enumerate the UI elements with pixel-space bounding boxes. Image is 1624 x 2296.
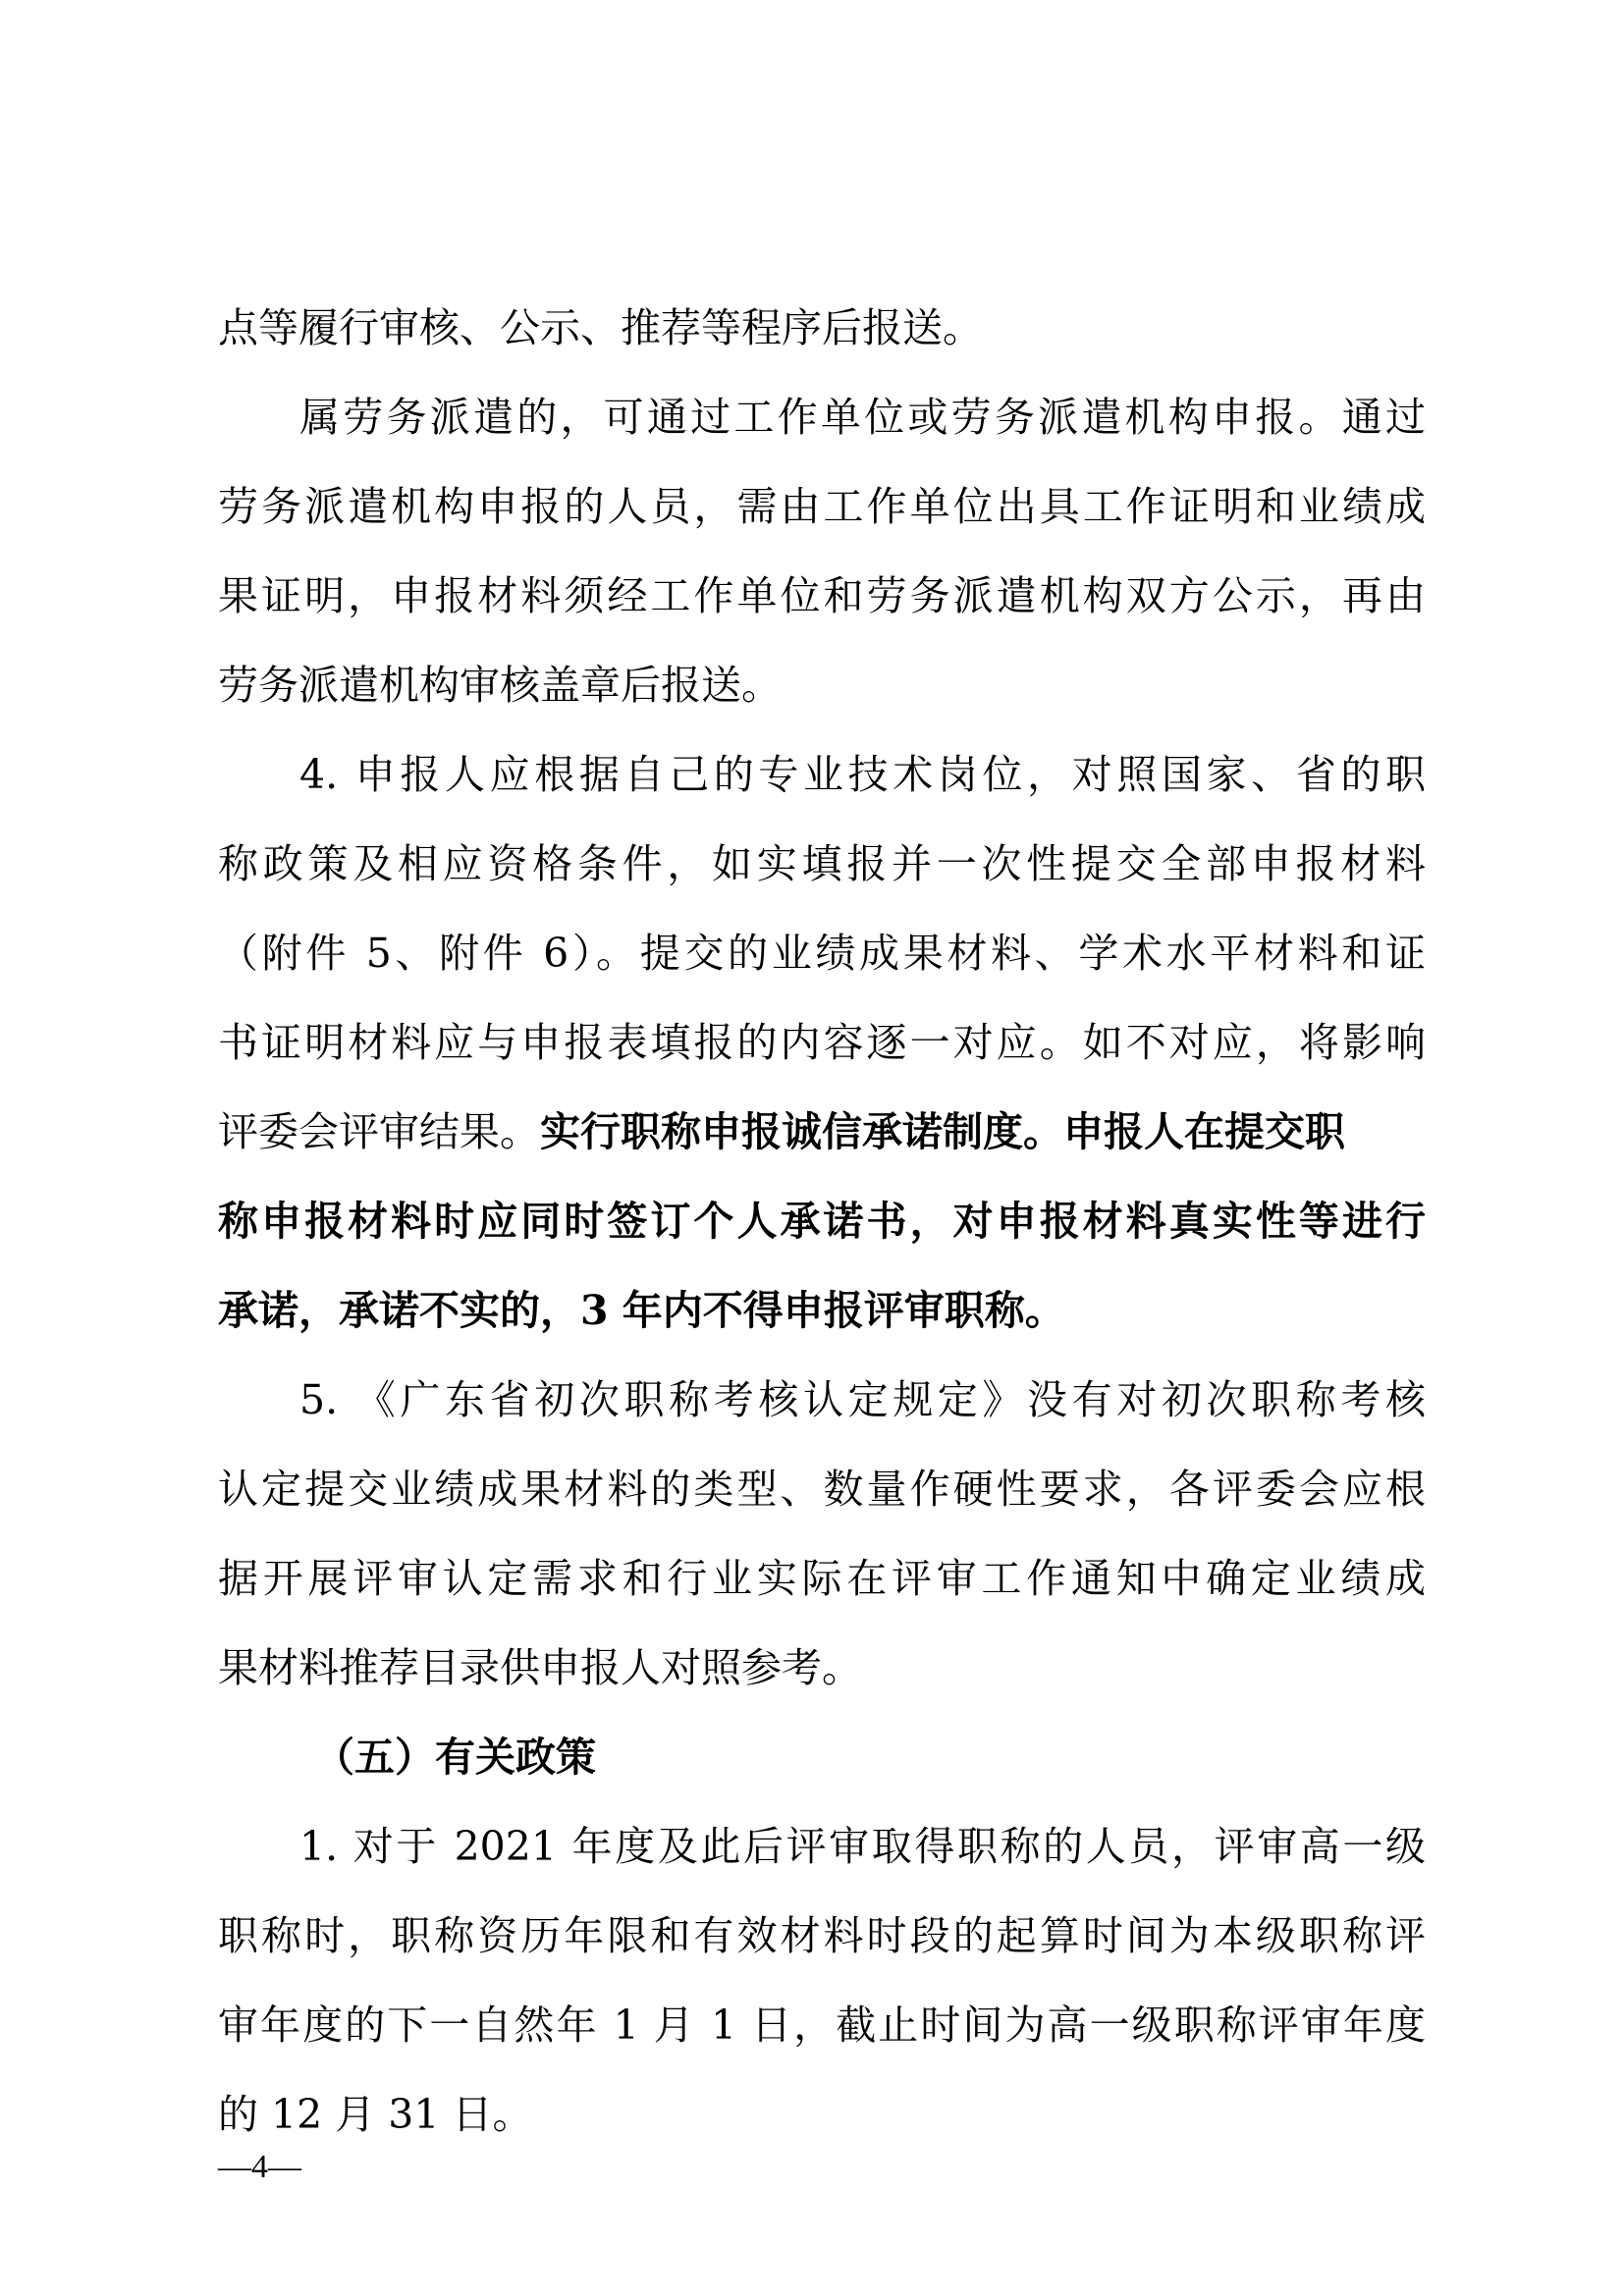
paragraph-line: 5. 《广东省初次职称考核认定规定》没有对初次职称考核 (299, 1376, 1426, 1423)
paragraph-line: 的 12 月 31 日。 (218, 2091, 533, 2138)
paragraph-line: （附件 5、附件 6）。提交的业绩成果材料、学术水平材料和证 (218, 930, 1426, 977)
paragraph-line: 1. 对于 2021 年度及此后评审取得职称的人员，评审高一级 (299, 1823, 1426, 1870)
paragraph-line: 审年度的下一自然年 1 月 1 日，截止时间为高一级职称评审年度 (218, 2002, 1426, 2049)
paragraph-line: 果材料推荐目录供申报人对照参考。 (218, 1644, 862, 1691)
bold-text: 实行职称申报诚信承诺制度。申报人在提交职 (540, 1108, 1345, 1155)
paragraph-line-mixed (218, 1091, 1426, 1173)
paragraph-line-bold: 称申报材料时应同时签订个人承诺书，对申报材料真实性等进行 (218, 1198, 1426, 1245)
paragraph-line: 职称时，职称资历年限和有效材料时段的起算时间为本级职称评 (218, 1912, 1426, 1959)
paragraph-line: 劳务派遣机构申报的人员，需由工作单位出具工作证明和业绩成 (218, 483, 1426, 530)
page-number: —4— (218, 2149, 301, 2185)
paragraph-line: 果证明，申报材料须经工作单位和劳务派遣机构双方公示，再由 (218, 572, 1426, 619)
paragraph-line: 认定提交业绩成果材料的类型、数量作硬性要求，各评委会应根 (218, 1466, 1426, 1513)
paragraph-line: 属劳务派遣的，可通过工作单位或劳务派遣机构申报。通过 (299, 394, 1426, 441)
paragraph-line: 称政策及相应资格条件，如实填报并一次性提交全部申报材料 (218, 840, 1426, 887)
paragraph-line: 据开展评审认定需求和行业实际在评审工作通知中确定业绩成 (218, 1555, 1426, 1602)
paragraph-line: 劳务派遣机构审核盖章后报送。 (218, 662, 782, 709)
paragraph-line: 4. 申报人应根据自己的专业技术岗位，对照国家、省的职 (299, 751, 1426, 798)
section-heading: （五）有关政策 (314, 1734, 596, 1781)
paragraph-line-bold: 承诺，承诺不实的，3 年内不得申报评审职称。 (218, 1287, 1065, 1334)
paragraph-line: 书证明材料应与申报表填报的内容逐一对应。如不对应，将影响 (218, 1019, 1426, 1066)
plain-text: 评委会评审结果。 (218, 1108, 540, 1155)
paragraph-line: 点等履行审核、公示、推荐等程序后报送。 (218, 304, 983, 351)
